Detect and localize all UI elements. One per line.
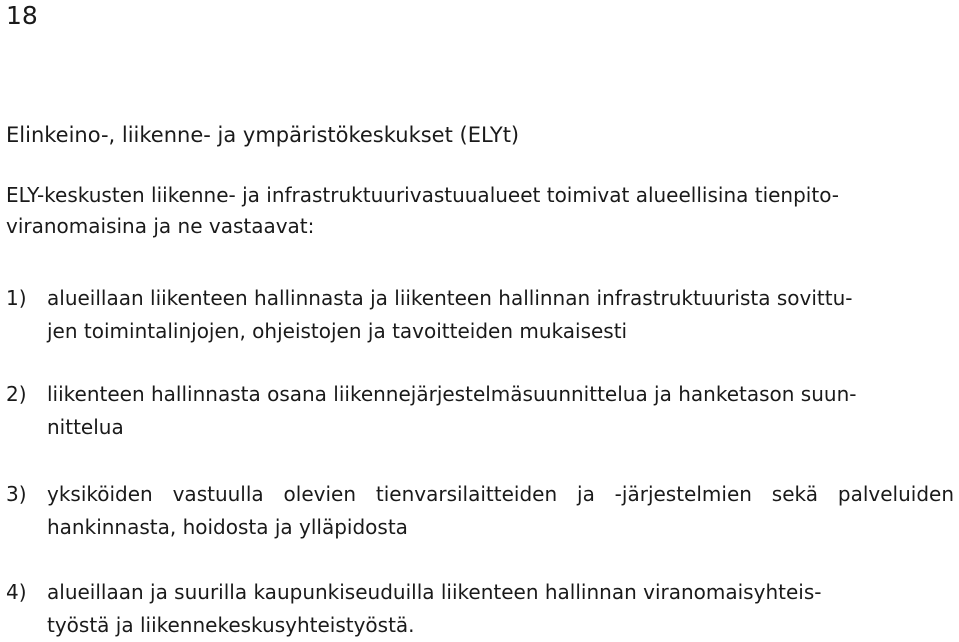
list-item-line: liikenteen hallinnasta osana liikennejärjestelmäsuunnittelua ja hanketason suun- [47, 382, 857, 406]
intro-paragraph [6, 180, 954, 242]
list-item [6, 576, 954, 642]
section-heading: Elinkeino-, liikenne- ja ympäristökeskukset (ELYt) [6, 123, 520, 147]
list-item-line: alueillaan liikenteen hallinnasta ja liikenteen hallinnan infrastruktuurista sovittu- [47, 286, 853, 310]
list-item-line: nittelua [47, 415, 124, 439]
list-item-number: 3) [6, 482, 27, 506]
list-item-line: työstä ja liikennekeskusyhteistyöstä. [47, 613, 415, 637]
list-item [6, 378, 954, 444]
list-item [6, 282, 954, 348]
list-item-line: alueillaan ja suurilla kaupunkiseuduilla liikenteen hallinnan viranomaisyhteis- [47, 580, 822, 604]
list-item-number: 2) [6, 382, 27, 406]
list-item-line: jen toimintalinjojen, ohjeistojen ja tavoitteiden mukaisesti [47, 319, 628, 343]
page-number: 18 [6, 1, 38, 30]
list-item-number: 1) [6, 286, 27, 310]
list-item-line: yksiköiden vastuulla olevien tienvarsilaitteiden ja -järjestelmien sekä palveluiden [47, 482, 955, 506]
intro-line: ELY-keskusten liikenne- ja infrastruktuurivastuualueet toimivat alueellisina tienpito- [6, 183, 840, 207]
list-item [6, 478, 954, 544]
intro-line: viranomaisina ja ne vastaavat: [6, 214, 315, 238]
list-item-number: 4) [6, 580, 27, 604]
list-item-line: hankinnasta, hoidosta ja ylläpidosta [47, 515, 408, 539]
